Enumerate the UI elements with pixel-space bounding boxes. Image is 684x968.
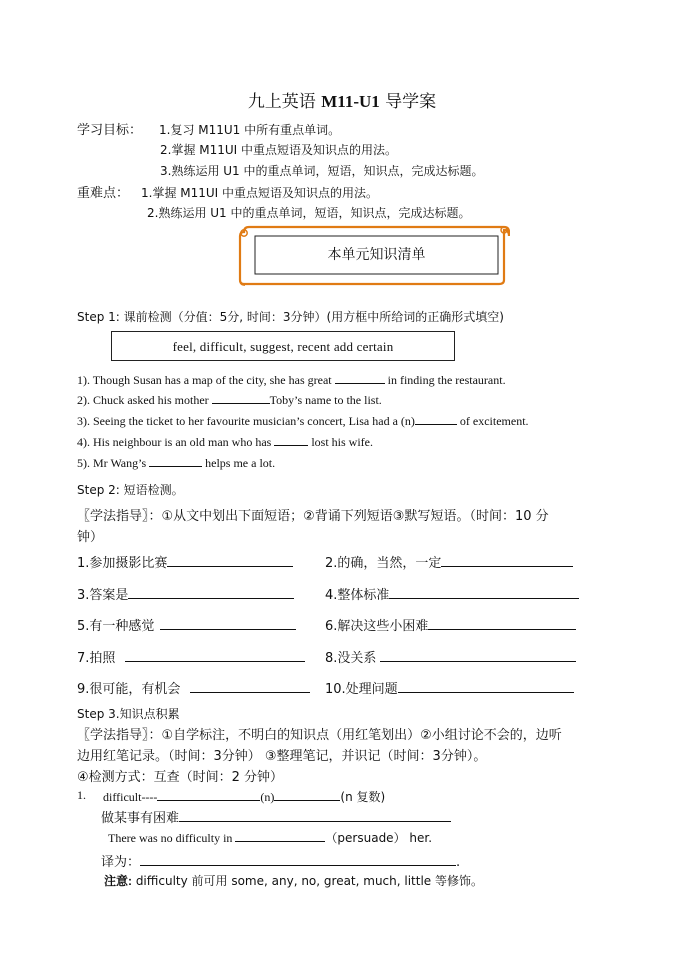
answer-blank[interactable] xyxy=(167,554,293,567)
question-3: 3). Seeing the ticket to her favourite musician’s concert, Lisa had a (n) of excitement. xyxy=(77,414,529,428)
example-sentence: There was no difficulty in （persuade） her. xyxy=(108,831,433,845)
step3-heading: Step 3.知识点积累 xyxy=(77,707,180,721)
phrase-item: 1.参加摄影比赛 xyxy=(77,552,293,571)
translation-line: 译为： . xyxy=(101,855,461,870)
step2-guide: 〖学法指导〗：①从文中划出下面短语；②背诵下列短语③默写短语。（时间：10 分 xyxy=(77,509,549,524)
answer-blank[interactable] xyxy=(212,391,270,404)
phrase-item: 6.解决这些小困难 xyxy=(325,615,576,634)
answer-blank[interactable] xyxy=(274,788,340,801)
phrase-item: 7.拍照 xyxy=(77,647,305,666)
note: 注意: difficulty 前可用 some, any, no, great, much, little 等修饰。 xyxy=(104,874,483,888)
answer-blank[interactable] xyxy=(274,433,308,446)
answer-blank[interactable] xyxy=(380,649,576,662)
question-2: 2). Chuck asked his mother Toby’s name to the list. xyxy=(77,393,382,407)
objectives-label: 学习目标： xyxy=(77,123,143,138)
phrase-item: 9.很可能，有机会 xyxy=(77,678,310,697)
phrase-item: 10.处理问题 xyxy=(325,678,574,697)
answer-blank[interactable] xyxy=(140,853,456,866)
answer-blank[interactable] xyxy=(149,454,202,467)
knowledge-banner xyxy=(238,224,510,286)
question-4: 4). His neighbour is an old man who has lost his wife. xyxy=(77,435,373,449)
check-method: ④检测方式：互查（时间：2 分钟） xyxy=(77,770,284,785)
answer-blank[interactable] xyxy=(160,617,296,630)
difficult-forms: difficult---- (n) (n 复数) xyxy=(103,790,386,804)
objective-item: 2.掌握 M11UI 中重点短语及知识点的用法。 xyxy=(160,143,398,157)
answer-blank[interactable] xyxy=(428,617,576,630)
step3-guide: 〖学法指导〗：①自学标注，不明白的知识点（用红笔划出）②小组讨论不会的，边听 xyxy=(77,728,562,743)
trouble-phrase: 做某事有困难 xyxy=(101,807,451,826)
answer-blank[interactable] xyxy=(335,371,385,384)
answer-blank[interactable] xyxy=(389,586,579,599)
phrase-item: 2.的确，当然，一定 xyxy=(325,552,573,571)
answer-blank[interactable] xyxy=(179,809,451,822)
answer-blank[interactable] xyxy=(415,412,457,425)
answer-blank[interactable] xyxy=(235,829,325,842)
answer-blank[interactable] xyxy=(128,586,294,599)
step1-heading: Step 1: 课前检测（分值：5分, 时间：3分钟）(用方框中所给词的正确形式填空) xyxy=(77,310,504,324)
word-bank-box xyxy=(111,331,455,361)
key-points-label: 重难点： xyxy=(77,186,130,201)
key-point-item: 2.熟练运用 U1 中的重点单词，短语，知识点，完成达标题。 xyxy=(147,206,471,220)
answer-blank[interactable] xyxy=(157,788,260,801)
step2-guide-cont: 钟） xyxy=(77,530,104,545)
step3-guide-cont: 边用红笔记录。（时间：3分钟） ③整理笔记，并识记（时间：3分钟）。 xyxy=(77,749,487,764)
answer-blank[interactable] xyxy=(190,680,310,693)
question-1: 1). Though Susan has a map of the city, she has great in finding the restaurant. xyxy=(77,373,506,387)
answer-blank[interactable] xyxy=(441,554,573,567)
banner-title: 本单元知识清单 xyxy=(327,247,426,263)
objective-item: 3.熟练运用 U1 中的重点单词，短语，知识点，完成达标题。 xyxy=(160,164,484,178)
item-number: 1. xyxy=(77,788,86,802)
key-point-item: 1.掌握 M11UI 中重点短语及知识点的用法。 xyxy=(141,186,379,200)
phrase-item: 5.有一种感觉 xyxy=(77,615,296,634)
phrase-item: 3.答案是 xyxy=(77,584,294,603)
answer-blank[interactable] xyxy=(398,680,574,693)
objective-item: 1.复习 M11U1 中所有重点单词。 xyxy=(159,123,341,137)
phrase-item: 4.整体标准 xyxy=(325,584,579,603)
word-bank: feel, difficult, suggest, recent add certain xyxy=(172,339,394,354)
question-5: 5). Mr Wang’s helps me a lot. xyxy=(77,456,276,470)
answer-blank[interactable] xyxy=(125,649,305,662)
step2-heading: Step 2: 短语检测。 xyxy=(77,483,184,497)
phrase-item: 8.没关系 xyxy=(325,647,576,666)
page-title: 九上英语 M11-U1 导学案 xyxy=(247,92,437,112)
